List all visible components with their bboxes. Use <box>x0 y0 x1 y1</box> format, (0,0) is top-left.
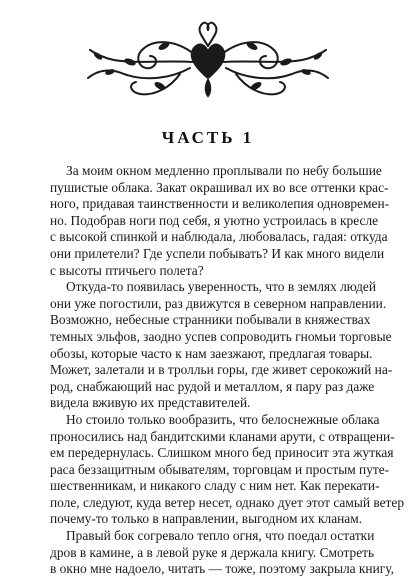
paragraph <box>50 528 394 578</box>
text-line: дров в камине, а в левой руке я держала книгу. Смотреть <box>50 544 375 560</box>
text-line: в окно мне надоело, читать — тоже, поэтому закрыла книгу, <box>50 561 394 577</box>
text-line: обозы, которые часто к нам заезжают, предлагая товары. <box>50 345 373 361</box>
paragraph <box>50 163 390 279</box>
text-line: Откуда-то появилась уверенность, что в землях людей <box>66 279 377 295</box>
text-line: они уже погостили, раз движутся в северном направлении. <box>50 295 387 311</box>
heart-flourish-ornament-icon <box>84 16 332 112</box>
text-line: но. Подобрав ноги под себя, я уютно устроилась в кресле <box>50 212 379 228</box>
text-line: Но стоило только вообразить, что белоснежные облака <box>66 411 380 427</box>
text-line: Может, залетали и в тролльи горы, где живет серокожий на- <box>50 362 393 378</box>
paragraph <box>50 411 405 528</box>
text-line: они прилетели? Где успели побывать? И как много видели <box>50 245 385 261</box>
text-line: ем передернулась. Слишком много бед приносит эта жуткая <box>50 445 394 461</box>
chapter-title: ЧАСТЬ 1 <box>161 128 255 147</box>
text-line: Правый бок согревало тепло огня, что поедал остатки <box>66 528 375 544</box>
text-line: Возможно, небесные странники побывали в княжествах <box>50 312 371 328</box>
text-line: шественникам, и никакого сладу с ним нет. Как перекати- <box>50 478 380 494</box>
text-line: видела вживую их представителей. <box>50 395 251 411</box>
text-line: род, снабжающий нас рудой и металлом, я пару раз даже <box>50 378 375 394</box>
text-line: раса беззащитным обывателям, торговцам и простым путе- <box>50 461 390 477</box>
text-line: ного, придавая таинственности и великолепия одновремен- <box>50 196 390 212</box>
text-line: с высоты птичьего полета? <box>50 262 204 278</box>
text-line: темных эльфов, заодно успев сопроводить гномьи торговые <box>50 328 392 344</box>
text-line: пушистые облака. Закат окрашивал их во все оттенки крас- <box>50 179 389 195</box>
text-line: почему-то только в направлении, выгодном их кланам. <box>50 511 363 527</box>
text-line: с высокой спинкой и наблюдала, любовалась, гадая: откуда <box>50 229 388 245</box>
body-text <box>50 163 405 578</box>
paragraph <box>50 279 393 412</box>
text-line: поле, следуют, куда ветер несет, однако дует этот самый ветер <box>50 494 405 510</box>
text-line: За моим окном медленно проплывали по небу большие <box>66 163 382 178</box>
text-line: проносились над бандитскими кланами арути, с отвращени- <box>50 428 395 444</box>
